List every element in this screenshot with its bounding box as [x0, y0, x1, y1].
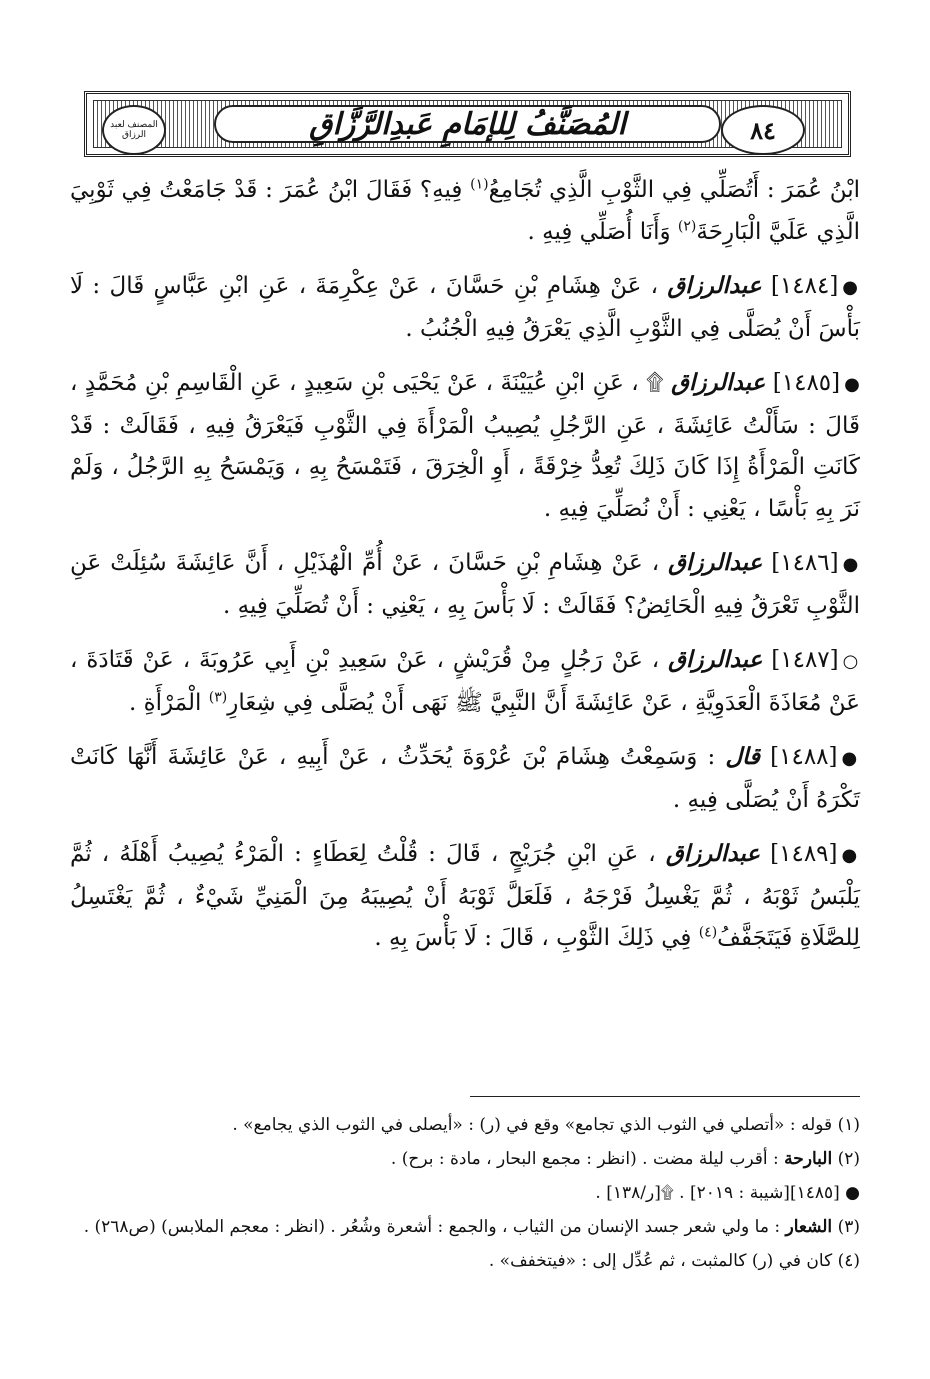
- seal-logo-text: المصنف لعبد الرزاق: [110, 120, 158, 140]
- footnote-2: [70, 1142, 860, 1176]
- hadith-text: ، عَنْ هِشَامِ بْنِ حَسَّانَ ، عَنْ أُمِّ الْهُذَيْلِ ، أَنَّ عَائِشَةَ سُئِلَتْ عَنِ الثَّوْبِ تَعْرَقُ فِيهِ الْحَائِضُ؟ فَقَالَتْ : لَا بَأْسَ بِهِ ، يَعْنِي : أَنْ تُصَلِّيَ فِيهِ .: [70, 550, 860, 619]
- bullet-marker: ●: [844, 374, 860, 395]
- narrator-name: عبدالرزاق: [665, 840, 761, 867]
- hadith-1487: [70, 639, 860, 724]
- hadith-number: [١٤٨٦]: [771, 550, 839, 576]
- title-cartouche: [214, 105, 721, 143]
- hadith-text: فِي ذَلِكَ الثَّوْبِ ، قَالَ : لَا بَأْسَ بِهِ .: [374, 925, 699, 951]
- hadith-text: ، عَنْ هِشَامِ بْنِ حَسَّانَ ، عَنْ عِكْرِمَةَ ، عَنِ ابْنِ عَبَّاسٍ قَالَ : لَا بَأْسَ أَنْ يُصَلَّى فِي الثَّوْبِ الَّذِي يَعْرَقُ فِيهِ الْجُنُبُ .: [70, 273, 860, 342]
- footnote-source: [70, 1176, 860, 1210]
- footnote-1: [70, 1108, 860, 1142]
- book-title: المُصَنَّفُ لِلإمَامِ عَبدِالرَّزَّاقِ: [309, 106, 626, 142]
- footnote-3: [70, 1210, 860, 1244]
- page-header: [84, 91, 851, 157]
- header-ornament: [93, 100, 842, 148]
- footnote-term: الشعار: [785, 1217, 833, 1237]
- footnote-text: قوله : «أتصلي في الثوب الذي تجامع» وقع في (ر) : «أيصلى في الثوب الذي يجامع» .: [232, 1115, 833, 1135]
- footnote-text: [١٤٨٥][شيبة : ٢٠١٩] . ۩[ر/١٣٨] .: [595, 1183, 840, 1203]
- narrator-name: قال: [725, 743, 761, 770]
- hadith-number: [١٤٨٨]: [770, 744, 838, 770]
- footnote-4: [70, 1244, 860, 1278]
- bullet-marker: ●: [841, 748, 861, 769]
- bullet-marker: ●: [842, 277, 860, 298]
- hadith-1484: [70, 265, 860, 350]
- footnote-ref[interactable]: (١): [470, 176, 489, 193]
- footnote-text: كان في (ر) كالمثبت ، ثم عُدِّل إلى : «فيتخفف» .: [488, 1251, 833, 1271]
- bullet-marker: ●: [841, 845, 861, 866]
- main-text: [70, 170, 860, 972]
- hadith-number: [١٤٨٧]: [771, 647, 839, 673]
- paragraph-text: وَأَنَا أُصَلِّي فِيهِ .: [527, 218, 678, 245]
- hadith-number: [١٤٨٩]: [770, 841, 838, 867]
- footnote-label: (٢): [837, 1149, 860, 1169]
- footnote-label: (٤): [837, 1251, 860, 1271]
- narrator-name: عبدالرزاق: [668, 646, 763, 673]
- hadith-number: [١٤٨٤]: [770, 273, 839, 299]
- seal-logo: [102, 105, 166, 155]
- hadith-text: ۩ ، عَنِ ابْنِ عُيَيْنَةَ ، عَنْ يَحْيَى بْنِ سَعِيدٍ ، عَنِ الْقَاسِمِ بْنِ مُحَمَّدٍ ، قَالَ : سَأَلْتُ عَائِشَةَ ، عَنِ الرَّجُلِ يُصِيبُ الْمَرْأَةَ فِي الثَّوْبِ فَيَعْرَقُ فِيهِ ، فَقَالَتْ : قَدْ كَانَتِ الْمَرْأَةُ إِذَا كَانَ ذَلِكَ تُعِدُّ خِرْقَةً ، أَوِ الْخِرَقَ ، فَتَمْسَحُ بِهِ ، وَيَمْسَحُ بِهِ الرَّجُلُ ، وَلَمْ نَرَ بِهِ بَأْسًا ، يَعْنِي : أَنْ نُصَلِّيَ فِيهِ .: [70, 370, 860, 522]
- footnote-ref[interactable]: (٢): [677, 217, 697, 234]
- footnote-label: ●: [845, 1183, 860, 1203]
- hadith-number: [١٤٨٥]: [772, 370, 841, 396]
- narrator-name: عبدالرزاق: [667, 272, 762, 299]
- footnote-divider: [470, 1096, 860, 1097]
- narrator-name: عبدالرزاق: [668, 549, 763, 576]
- hadith-text: ، عَنْ رَجُلٍ مِنْ قُرَيْشٍ ، عَنْ سَعِيدِ بْنِ أَبِي عَرُوبَةَ ، عَنْ قَتَادَةَ ، عَنْ مُعَاذَةَ الْعَدَوِيَّةِ ، عَنْ عَائِشَةَ أَنَّ النَّبِيَّ ﷺ نَهَى أَنْ يُصَلَّى فِي شِعَارِ: [70, 647, 860, 716]
- footnote-term: البارحة: [784, 1149, 833, 1169]
- hadith-text: ، عَنِ ابْنِ جُرَيْجٍ ، قَالَ : قُلْتُ لِعَطَاءٍ : الْمَرْءُ يُصِيبُ أَهْلَهُ ، ثُمَّ يَلْبَسُ ثَوْبَهُ ، ثُمَّ يَغْسِلُ فَرْجَهُ ، فَلَعَلَّ ثَوْبَهُ أَنْ يُصِيبَهُ مِنَ الْمَنِيِّ شَيْءٌ ، ثُمَّ يَغْتَسِلُ لِلصَّلَاةِ فَيَتَجَفَّفُ: [70, 841, 860, 951]
- bullet-marker: ●: [842, 554, 860, 575]
- page-number: ٨٤: [750, 115, 776, 145]
- footnote-text: : ما ولي شعر جسد الإنسان من الثياب ، والجمع : أشعرة وشُعُر . (انظر : معجم الملابس) (ص٢٦٨) .: [83, 1217, 781, 1237]
- paragraph-text: فِيهِ؟ فَقَالَ ابْنُ عُمَرَ : قَدْ جَامَعْتُ فِي ثَوْبِيَ الَّذِي عَلَيَّ الْبَارِحَةَ: [70, 177, 860, 245]
- footnote-ref[interactable]: (٤): [698, 924, 718, 941]
- footnote-text: : أقرب ليلة مضت . (انظر : مجمع البحار ، مادة : برح) .: [390, 1149, 779, 1169]
- hadith-1489: [70, 833, 860, 960]
- hadith-1485: [70, 362, 860, 530]
- hadith-text: الْمَرْأَةِ .: [128, 689, 209, 716]
- hadith-1486: [70, 542, 860, 627]
- bullet-marker: ○: [842, 651, 860, 672]
- footnote-label: (١): [837, 1115, 860, 1135]
- paragraph-text: ابْنُ عُمَرَ : أَتُصَلِّي فِي الثَّوْبِ الَّذِي تُجَامِعُ: [488, 177, 860, 203]
- page-number-badge: [721, 105, 805, 155]
- paragraph-continuation: [70, 170, 860, 253]
- hadith-1488: [70, 736, 860, 821]
- hadith-text: : وَسَمِعْتُ هِشَامَ بْنَ عُرْوَةَ يُحَدِّثُ ، عَنْ أَبِيهِ ، عَنْ عَائِشَةَ أَنَّهَا كَانَتْ تَكْرَهُ أَنْ يُصَلَّى فِيهِ .: [70, 744, 860, 813]
- footnotes: [70, 1108, 860, 1278]
- narrator-name: عبدالرزاق: [671, 369, 766, 396]
- footnote-ref[interactable]: (٣): [208, 688, 228, 705]
- footnote-label: (٣): [837, 1217, 860, 1237]
